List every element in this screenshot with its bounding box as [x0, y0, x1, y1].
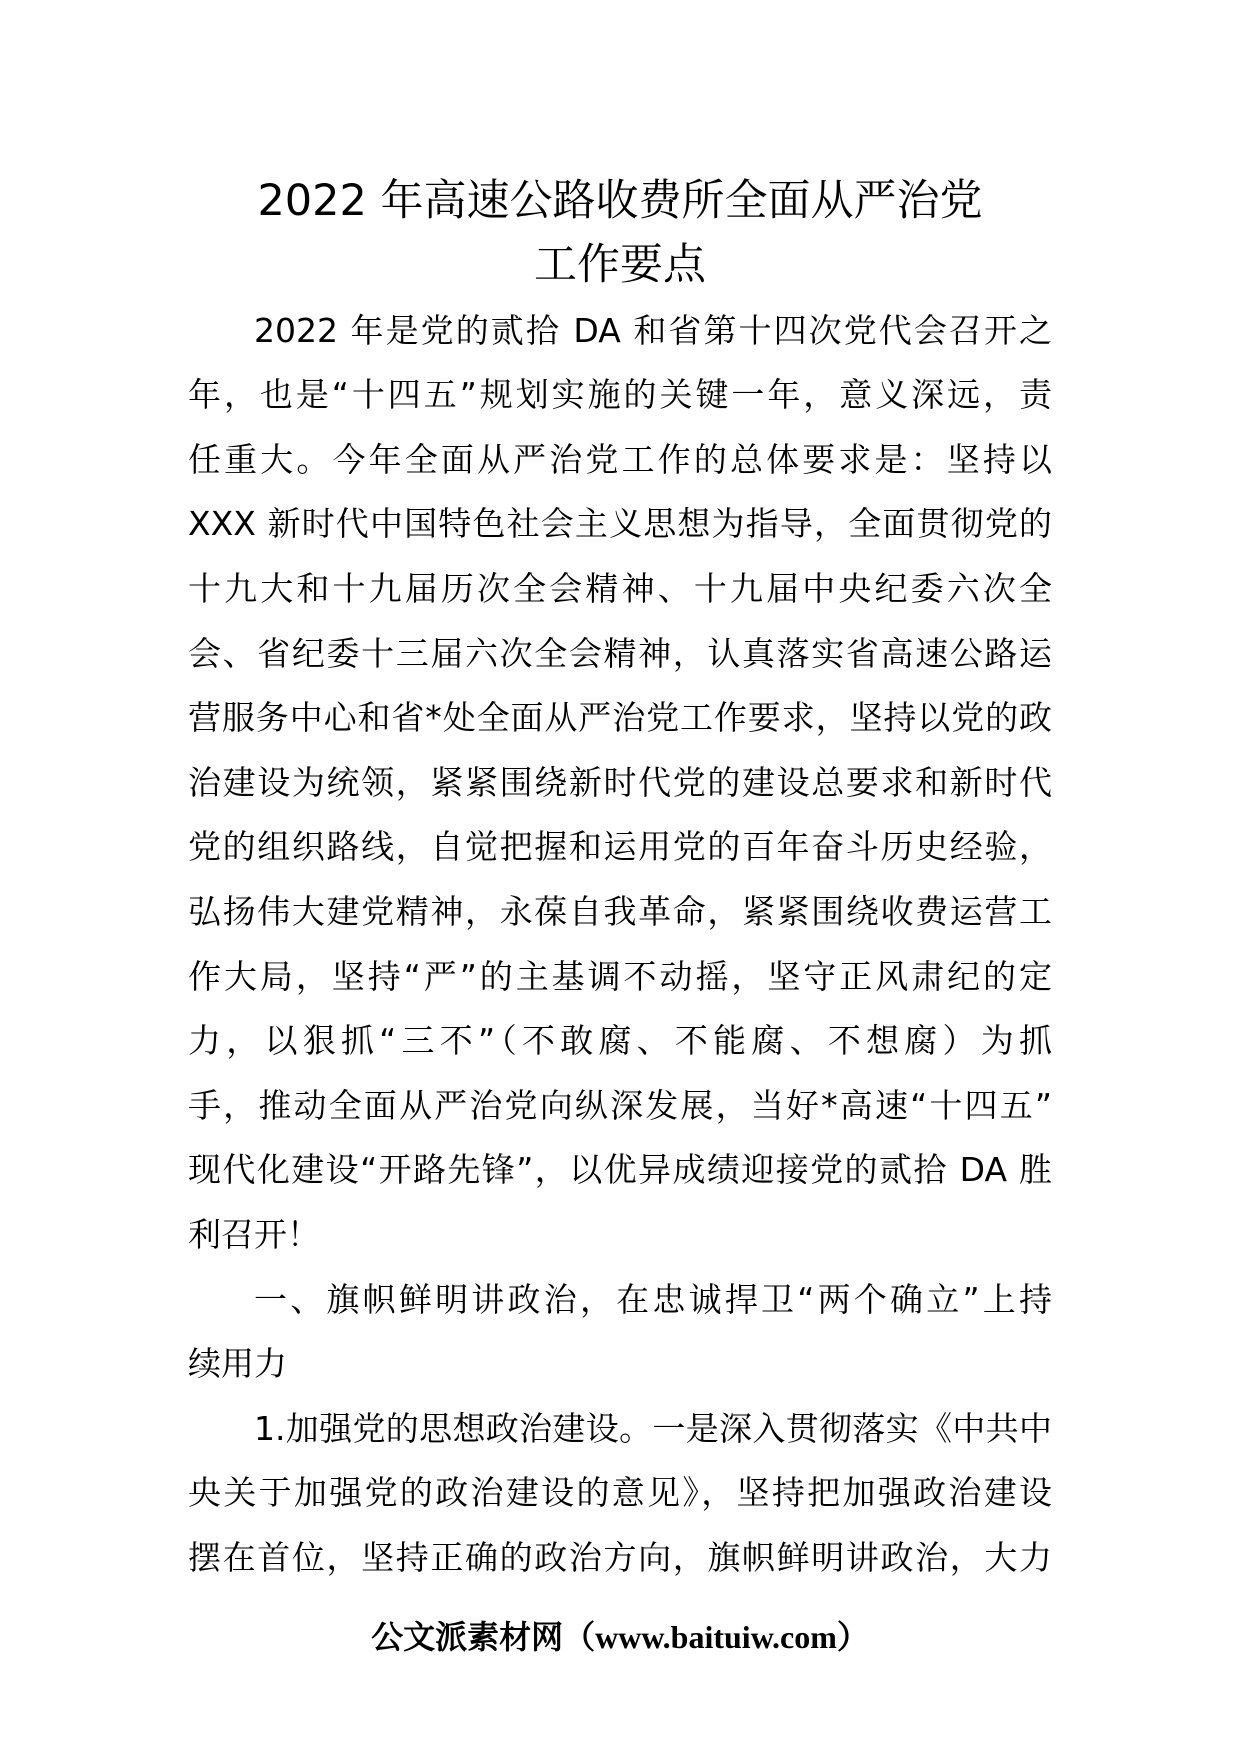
document-title: [0, 169, 1240, 297]
paragraph-line: 现代化建设“开路先锋”，以优异成绩迎接党的贰拾 DA 胜: [188, 1150, 1052, 1190]
paragraph-line: 治建设为统领，紧紧围绕新时代党的建设总要求和新时代: [188, 762, 1052, 802]
document-body: [188, 299, 1052, 1591]
document-title-line: 2022 年高速公路收费所全面从严治党: [257, 176, 983, 226]
paragraph-line: 十九大和十九届历次全会精神、十九届中央纪委六次全: [188, 569, 1052, 609]
paragraph-line: 年，也是“十四五”规划实施的关键一年，意义深远，责: [188, 375, 1052, 415]
paragraph-line: 任重大。今年全面从严治党工作的总体要求是：坚持以: [188, 439, 1052, 479]
section-heading-line: 续用力: [188, 1344, 287, 1384]
paragraph-line: 弘扬伟大建党精神，永葆自我革命，紧紧围绕收费运营工: [188, 892, 1052, 932]
paragraph-line: 2022 年是党的贰拾 DA 和省第十四次党代会召开之: [254, 310, 1052, 350]
paragraph-line: 利召开！: [188, 1215, 320, 1254]
paragraph-line: 央关于加强党的政治建设的意见》，坚持把加强政治建设: [188, 1473, 1052, 1513]
paragraph-line: 1.加强党的思想政治建设。一是深入贯彻落实《中共中: [254, 1408, 1052, 1448]
paragraph-line: 营服务中心和省*处全面从严治党工作要求，坚持以党的政: [188, 698, 1052, 738]
document-title-line: 工作要点: [534, 240, 706, 290]
paragraph-line: 手，推动全面从严治党向纵深发展，当好*高速“十四五”: [188, 1085, 1052, 1125]
paragraph-line: 党的组织路线，自觉把握和运用党的百年奋斗历史经验，: [188, 827, 1052, 867]
paragraph-line: 作大局，坚持“严”的主基调不动摇，坚守正风肃纪的定: [188, 956, 1052, 996]
footer-watermark: 公文派素材网（www.baituiw.com）: [371, 1619, 869, 1655]
paragraph-line: 摆在首位，坚持正确的政治方向，旗帜鲜明讲政治，大力: [188, 1537, 1052, 1577]
paragraph-line: XXX 新时代中国特色社会主义思想为指导，全面贯彻党的: [188, 504, 1052, 544]
paragraph-line: 会、省纪委十三届六次全会精神，认真落实省高速公路运: [188, 633, 1052, 673]
paragraph-line: 力，以狠抓“三不”（不敢腐、不能腐、不想腐）为抓: [188, 1021, 1052, 1061]
section-heading-line: 一、旗帜鲜明讲政治，在忠诚捍卫“两个确立”上持: [254, 1279, 1052, 1319]
